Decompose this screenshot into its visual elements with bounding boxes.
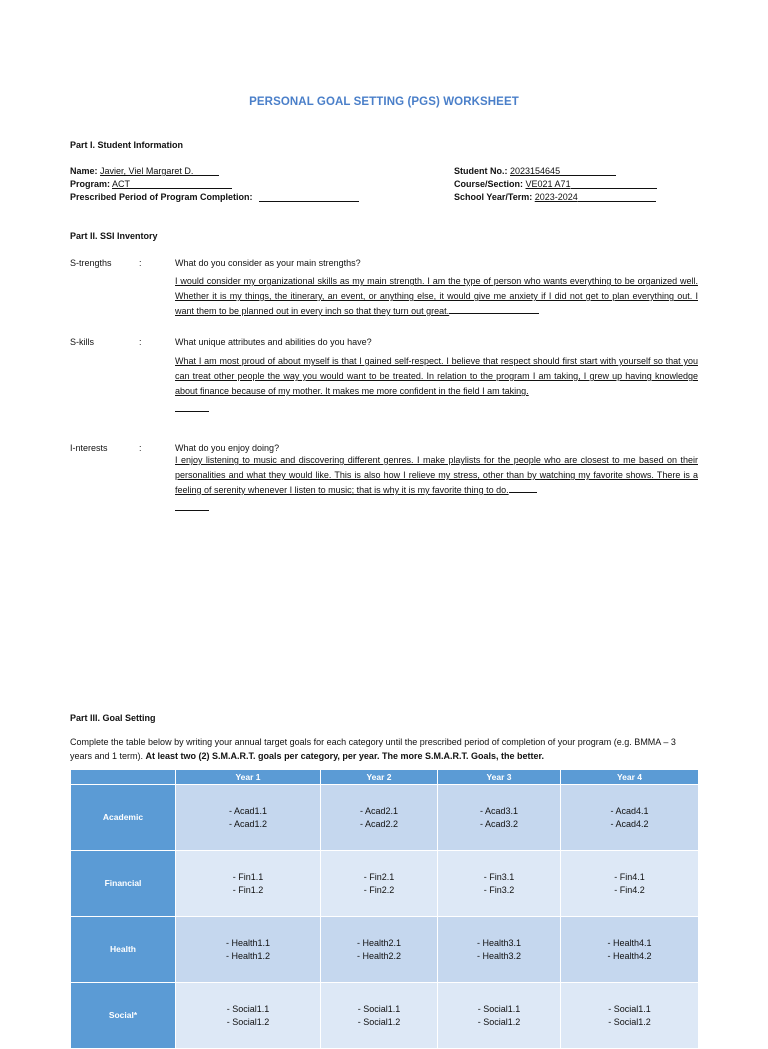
goal-line: - Fin4.2 xyxy=(614,884,645,895)
goal-line: - Health1.1 xyxy=(225,937,271,948)
name-value: Javier, Viel Margaret D. xyxy=(100,166,194,176)
goal-line: - Fin4.1 xyxy=(614,871,645,882)
goal-line: - Acad3.2 xyxy=(479,818,519,829)
goal-line: - Health3.2 xyxy=(476,950,522,961)
answer-underline xyxy=(509,483,537,493)
goal-line: - Fin2.2 xyxy=(363,884,395,895)
goal-line: - Social1.2 xyxy=(357,1016,401,1027)
student-no-value: 2023154645 xyxy=(510,166,561,176)
goal-line: - Health3.1 xyxy=(476,937,522,948)
worksheet-title: PERSONAL GOAL SETTING (PGS) WORKSHEET xyxy=(249,96,519,108)
ssi-colon: : xyxy=(139,337,142,347)
goal-cell[interactable] xyxy=(438,785,561,851)
goal-cell[interactable] xyxy=(438,983,561,1049)
goal-line: - Social1.2 xyxy=(226,1016,270,1027)
instructions-bold: At least two (2) S.M.A.R.T. goals per category, per year. The more S.M.A.R.T. Goals, the better. xyxy=(145,751,544,761)
program-value: ACT xyxy=(112,179,131,189)
part3-instructions xyxy=(70,735,698,763)
table-row-academic xyxy=(71,785,699,851)
strengths-answer xyxy=(175,274,698,319)
student-no-row xyxy=(454,165,616,176)
goal-cell[interactable] xyxy=(321,983,438,1049)
goal-cell[interactable] xyxy=(176,917,321,983)
goal-line: - Social1.1 xyxy=(477,1003,521,1014)
skills-answer-underline xyxy=(175,411,209,412)
goal-cell[interactable] xyxy=(321,851,438,917)
goal-cell[interactable] xyxy=(561,983,699,1049)
sy-label: School Year/Term: xyxy=(454,192,533,202)
interests-answer-text: I enjoy listening to music and discovering different genres. I make playlists for the people who are closest to me based on their personalities and what they would like. This is also how I relieve my stress, other than by watching my favorite shows. There is a feeling of serenity whenever I listen to music; that is why it is my favorite thing to do. xyxy=(175,455,698,495)
goal-cell[interactable] xyxy=(438,851,561,917)
goal-line: - Health1.2 xyxy=(225,950,271,961)
name-row xyxy=(70,165,219,176)
course-value: VE021 A71 xyxy=(525,179,571,189)
goal-line: - Fin3.1 xyxy=(483,871,515,882)
course-underline xyxy=(571,178,657,189)
goal-line: - Fin1.2 xyxy=(232,884,264,895)
sy-value: 2023-2024 xyxy=(534,192,578,202)
ssi-label-strengths: S-trengths xyxy=(70,258,112,268)
ssi-colon: : xyxy=(139,258,142,268)
goal-line: - Fin2.1 xyxy=(363,871,395,882)
category-financial: Financial xyxy=(71,851,176,917)
category-academic: Academic xyxy=(71,785,176,851)
skills-answer-text: What I am most proud of about myself is that I gained self-respect. I believe that respect should first start with yourself so that you can treat other people the way you would want to be treated. In relation to the program I am taking, I grew up having knowledge about finance because of my mother. It makes me more confident in the field I am taking. xyxy=(175,356,698,396)
course-row xyxy=(454,178,657,189)
goal-line: - Health4.2 xyxy=(607,950,652,961)
category-social: Social* xyxy=(71,983,176,1049)
table-row-social xyxy=(71,983,699,1049)
goal-line: - Health2.2 xyxy=(356,950,402,961)
period-label: Prescribed Period of Program Completion: xyxy=(70,192,253,202)
table-header-year1: Year 1 xyxy=(176,770,321,785)
sy-underline xyxy=(578,191,656,202)
program-underline xyxy=(130,178,232,189)
goal-line: - Acad2.1 xyxy=(359,805,399,816)
program-label: Program: xyxy=(70,179,111,189)
goal-cell[interactable] xyxy=(561,917,699,983)
goal-cell[interactable] xyxy=(438,917,561,983)
category-health: Health xyxy=(71,917,176,983)
name-label: Name: xyxy=(70,166,98,176)
goal-cell[interactable] xyxy=(321,785,438,851)
ssi-label-skills: S-kills xyxy=(70,337,94,347)
goal-cell[interactable] xyxy=(561,851,699,917)
goal-line: - Acad4.2 xyxy=(610,818,649,829)
table-header-year4: Year 4 xyxy=(561,770,699,785)
goal-line: - Health4.1 xyxy=(607,937,652,948)
name-underline xyxy=(193,165,219,176)
instructions-text: Complete the table below by writing your annual target goals for each category until the prescribed period of completion of your program (e.g. BMMA – 3 years and 1 term). xyxy=(70,737,676,761)
goal-line: - Acad4.1 xyxy=(610,805,649,816)
skills-question: What unique attributes and abilities do you have? xyxy=(175,337,372,347)
program-row xyxy=(70,178,232,189)
goal-cell[interactable] xyxy=(176,851,321,917)
answer-underline xyxy=(449,304,539,314)
goal-line: - Acad3.1 xyxy=(479,805,519,816)
part1-heading: Part I. Student Information xyxy=(70,140,184,150)
goal-line: - Social1.2 xyxy=(477,1016,521,1027)
goal-line: - Social1.1 xyxy=(608,1003,651,1014)
student-no-label: Student No.: xyxy=(454,166,508,176)
skills-answer xyxy=(175,354,698,399)
goal-line: - Social1.2 xyxy=(608,1016,651,1027)
strengths-question: What do you consider as your main strengths? xyxy=(175,258,361,268)
interests-answer-underline xyxy=(175,510,209,511)
goal-cell[interactable] xyxy=(321,917,438,983)
part2-heading: Part II. SSI Inventory xyxy=(70,231,158,241)
goal-cell[interactable] xyxy=(561,785,699,851)
strengths-answer-text: I would consider my organizational skills as my main strength. I am the type of person who wants everything to be organized well. Whether it is my things, the itinerary, an event, or anything else, it would give me anxiety if I did not get to plan everything out. I want them to be planned out in every inch so that they turn out great. xyxy=(175,276,698,316)
ssi-colon: : xyxy=(139,443,142,453)
goal-line: - Fin1.1 xyxy=(232,871,264,882)
goal-line: - Acad2.2 xyxy=(359,818,399,829)
table-row-health xyxy=(71,917,699,983)
goal-cell[interactable] xyxy=(176,785,321,851)
goal-line: - Fin3.2 xyxy=(483,884,515,895)
goal-line: - Social1.1 xyxy=(357,1003,401,1014)
period-blank xyxy=(259,191,359,202)
goal-line: - Social1.1 xyxy=(226,1003,270,1014)
interests-question: What do you enjoy doing? xyxy=(175,443,280,453)
course-label: Course/Section: xyxy=(454,179,524,189)
goal-line: - Acad1.2 xyxy=(228,818,268,829)
table-header-corner xyxy=(71,770,176,785)
goal-cell[interactable] xyxy=(176,983,321,1049)
part3-heading: Part III. Goal Setting xyxy=(70,713,156,723)
table-header-year2: Year 2 xyxy=(321,770,438,785)
table-header-row xyxy=(71,770,699,785)
period-row xyxy=(70,191,359,202)
goals-table xyxy=(70,769,699,1049)
table-row-financial xyxy=(71,851,699,917)
table-header-year3: Year 3 xyxy=(438,770,561,785)
goal-line: - Acad1.1 xyxy=(228,805,268,816)
student-no-underline xyxy=(560,165,616,176)
sy-row xyxy=(454,191,656,202)
ssi-label-interests: I-nterests xyxy=(70,443,108,453)
interests-answer xyxy=(175,453,698,498)
goal-line: - Health2.1 xyxy=(356,937,402,948)
